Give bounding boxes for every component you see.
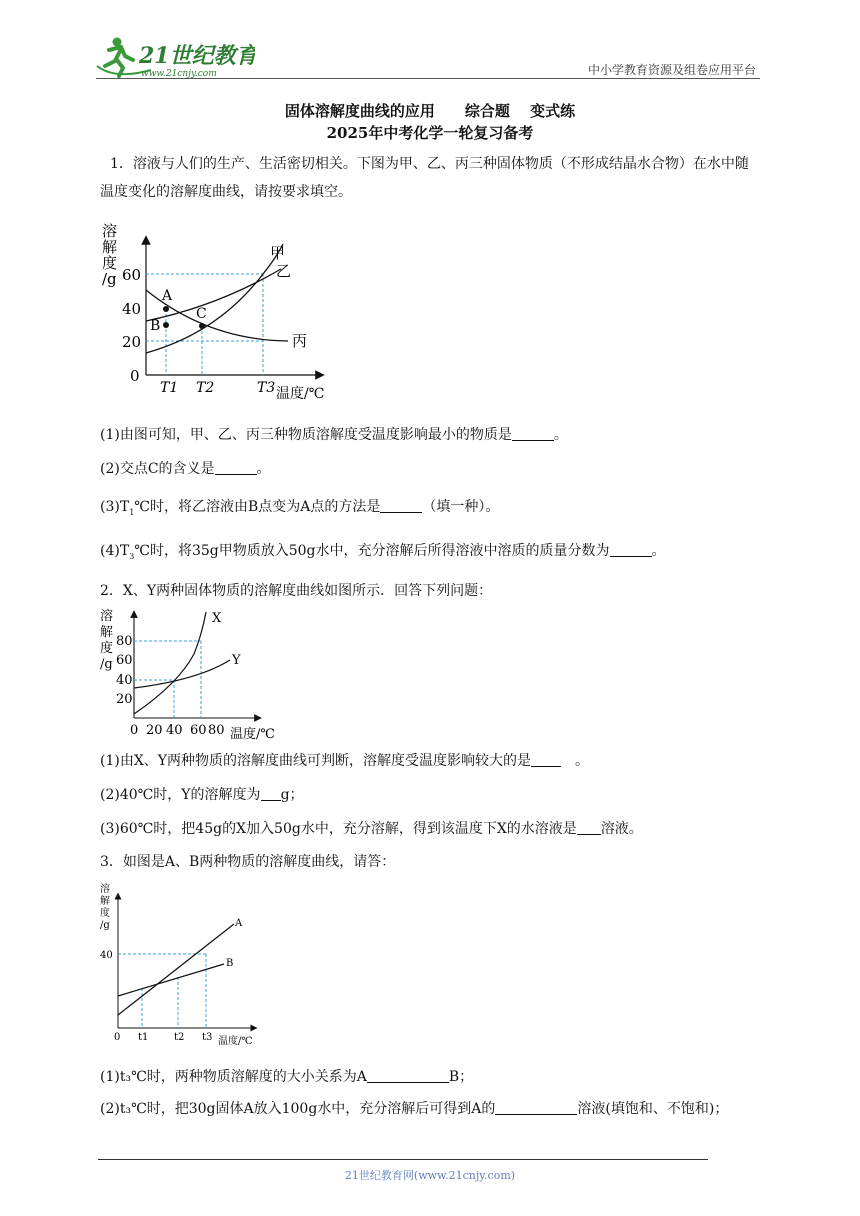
q1-point-c <box>199 323 205 329</box>
q2-ylabel-1: 解 <box>100 625 114 640</box>
q1-ytick-20: 20 <box>122 333 142 351</box>
q3-solubility-chart <box>98 882 268 1048</box>
q1-part-3: $(3)T_1℃$时，将乙溶液由B点变为A点的方法是 （填一种）。 <box>100 499 500 517</box>
q1-ylabel-2: 度 <box>102 254 118 272</box>
q3-line-a <box>118 924 234 1015</box>
q1-ylabel-1: 解 <box>102 238 118 256</box>
q2-ytick-20: 20 <box>116 692 133 707</box>
q2-part-1: (1)由X、Y两种物质的溶解度曲线可判断，溶解度受温度影响较大的是 。 <box>100 753 590 769</box>
q1-label-jia: 甲 <box>270 244 286 262</box>
q1-solubility-chart <box>98 218 338 400</box>
q2-ylabel-3: /g <box>100 657 113 672</box>
q2-xtick-40: 40 <box>166 723 183 738</box>
q3-ytick-40: 40 <box>100 950 113 961</box>
logo-text: 21世纪教育 <box>139 43 255 69</box>
q3-ylabel-1: 解 <box>100 896 110 907</box>
page-subtitle: 2025年中考化学一轮复习备考 <box>326 124 534 142</box>
footer-divider <box>98 1159 708 1160</box>
q2-answer-1[interactable] <box>531 752 561 767</box>
q3-answer-2[interactable] <box>495 1100 577 1115</box>
q3-ylabel-0: 溶 <box>100 884 110 895</box>
q2-xtick-0: 0 <box>130 723 139 738</box>
logo-url: www.21cnjy.com <box>141 69 217 79</box>
q1-answer-3[interactable] <box>380 498 422 513</box>
q2-ylabel-2: 度 <box>100 641 114 656</box>
q2-part-3: (3)60℃时，把45g的X加入50g水中，充分溶解，得到该温度下X的水溶液是 溶液。 <box>100 821 643 837</box>
q1-part-2: (2)交点C的含义是 。 <box>100 461 271 477</box>
q2-xtick-20: 20 <box>146 723 163 738</box>
q3-part-1: (1)t₃℃时，两种物质溶解度的大小关系为A B； <box>100 1069 474 1085</box>
q3-ylabel-3: /g <box>100 920 110 931</box>
q3-xtick-t3: t3 <box>202 1032 213 1043</box>
q2-curve-x <box>134 612 206 714</box>
q1-xtick-t1: T1 <box>160 380 179 396</box>
q1-ytick-0: 0 <box>130 367 140 385</box>
q3-xtick-t1: t1 <box>138 1032 149 1043</box>
q3-xtick-t2: t2 <box>174 1032 185 1043</box>
q1-ytick-40: 40 <box>122 300 142 318</box>
runner-logo-icon <box>95 36 255 80</box>
q3-answer-1[interactable] <box>367 1068 449 1083</box>
footer-link[interactable]: 21世纪教育网(www.21cnjy.com) <box>344 1169 516 1182</box>
q1-xtick-t2: T2 <box>196 380 215 396</box>
q2-xtick-80: 80 <box>208 723 225 738</box>
q1-label-b: B <box>150 318 161 334</box>
q2-ylabel-0: 溶 <box>100 609 114 624</box>
q2-label-y: Y <box>232 653 241 668</box>
q1-part-1: (1)由图可知，甲、乙、丙三种物质溶解度受温度影响最小的物质是 。 <box>100 427 568 443</box>
q2-xtick-60: 60 <box>190 723 207 738</box>
q3-line-b <box>118 964 224 996</box>
q2-stem: 2．X、Y两种固体物质的溶解度曲线如图所示．回答下列问题： <box>100 583 493 599</box>
header-platform-name: 中小学教育资源及组卷应用平台 <box>587 63 756 77</box>
q1-label-yi: 乙 <box>276 262 292 280</box>
site-logo[interactable] <box>95 36 255 80</box>
q2-ytick-40: 40 <box>116 673 133 688</box>
q2-ytick-60: 60 <box>116 653 133 668</box>
q1-ylabel-0: 溶 <box>102 222 118 240</box>
q1-ytick-60: 60 <box>122 266 142 284</box>
q3-xlabel: 温度/℃ <box>218 1036 253 1047</box>
q2-ytick-80: 80 <box>116 634 133 649</box>
q3-guide-lines <box>118 954 206 1028</box>
q3-label-b: B <box>226 958 234 969</box>
q1-xlabel: 温度/℃ <box>276 386 325 400</box>
q2-part-2: (2)40℃时，Y的溶解度为 g； <box>100 787 304 803</box>
q1-answer-2[interactable] <box>215 460 257 475</box>
q1-label-c: C <box>196 306 207 322</box>
q1-answer-1[interactable] <box>512 426 554 441</box>
q1-answer-4[interactable] <box>610 542 652 557</box>
q1-label-bing: 丙 <box>292 332 308 350</box>
q1-stem: 1．溶液与人们的生产、生活密切相关。下图为甲、乙、丙三种固体物质（不形成结晶水合物）在水中随温度变化的溶解度曲线，请按要求填空。 <box>100 156 749 200</box>
q2-xlabel: 温度/℃ <box>230 727 275 740</box>
q3-ylabel-2: 度 <box>100 908 110 919</box>
q3-stem: 3．如图是A、B两种物质的溶解度曲线，请答： <box>100 854 396 870</box>
q1-ylabel-3: /g <box>102 270 117 288</box>
header-divider <box>96 78 760 79</box>
q2-solubility-chart <box>98 604 288 740</box>
q1-point-a <box>163 306 169 312</box>
q1-xtick-t3: T3 <box>257 380 276 396</box>
q3-xtick-0: 0 <box>114 1032 121 1043</box>
q2-answer-3[interactable] <box>577 820 601 835</box>
q3-label-a: A <box>235 918 243 929</box>
q1-label-a: A <box>162 288 173 304</box>
q1-point-b <box>163 322 169 328</box>
q2-answer-2[interactable] <box>261 786 281 801</box>
q1-part-4: $(4)T_3℃$时，将35g甲物质放入50g水中，充分溶解后所得溶液中溶质的质量分数为 。 <box>100 543 666 561</box>
page-title: 固体溶解度曲线的应用 综合题 变式练 <box>284 102 576 120</box>
q2-label-x: X <box>212 611 222 626</box>
q3-part-2: (2)t₃℃时，把30g固体A放入100g水中，充分溶解后可得到A的 溶液(填饱和、不饱和)； <box>100 1101 729 1117</box>
q2-curve-y <box>134 660 230 688</box>
